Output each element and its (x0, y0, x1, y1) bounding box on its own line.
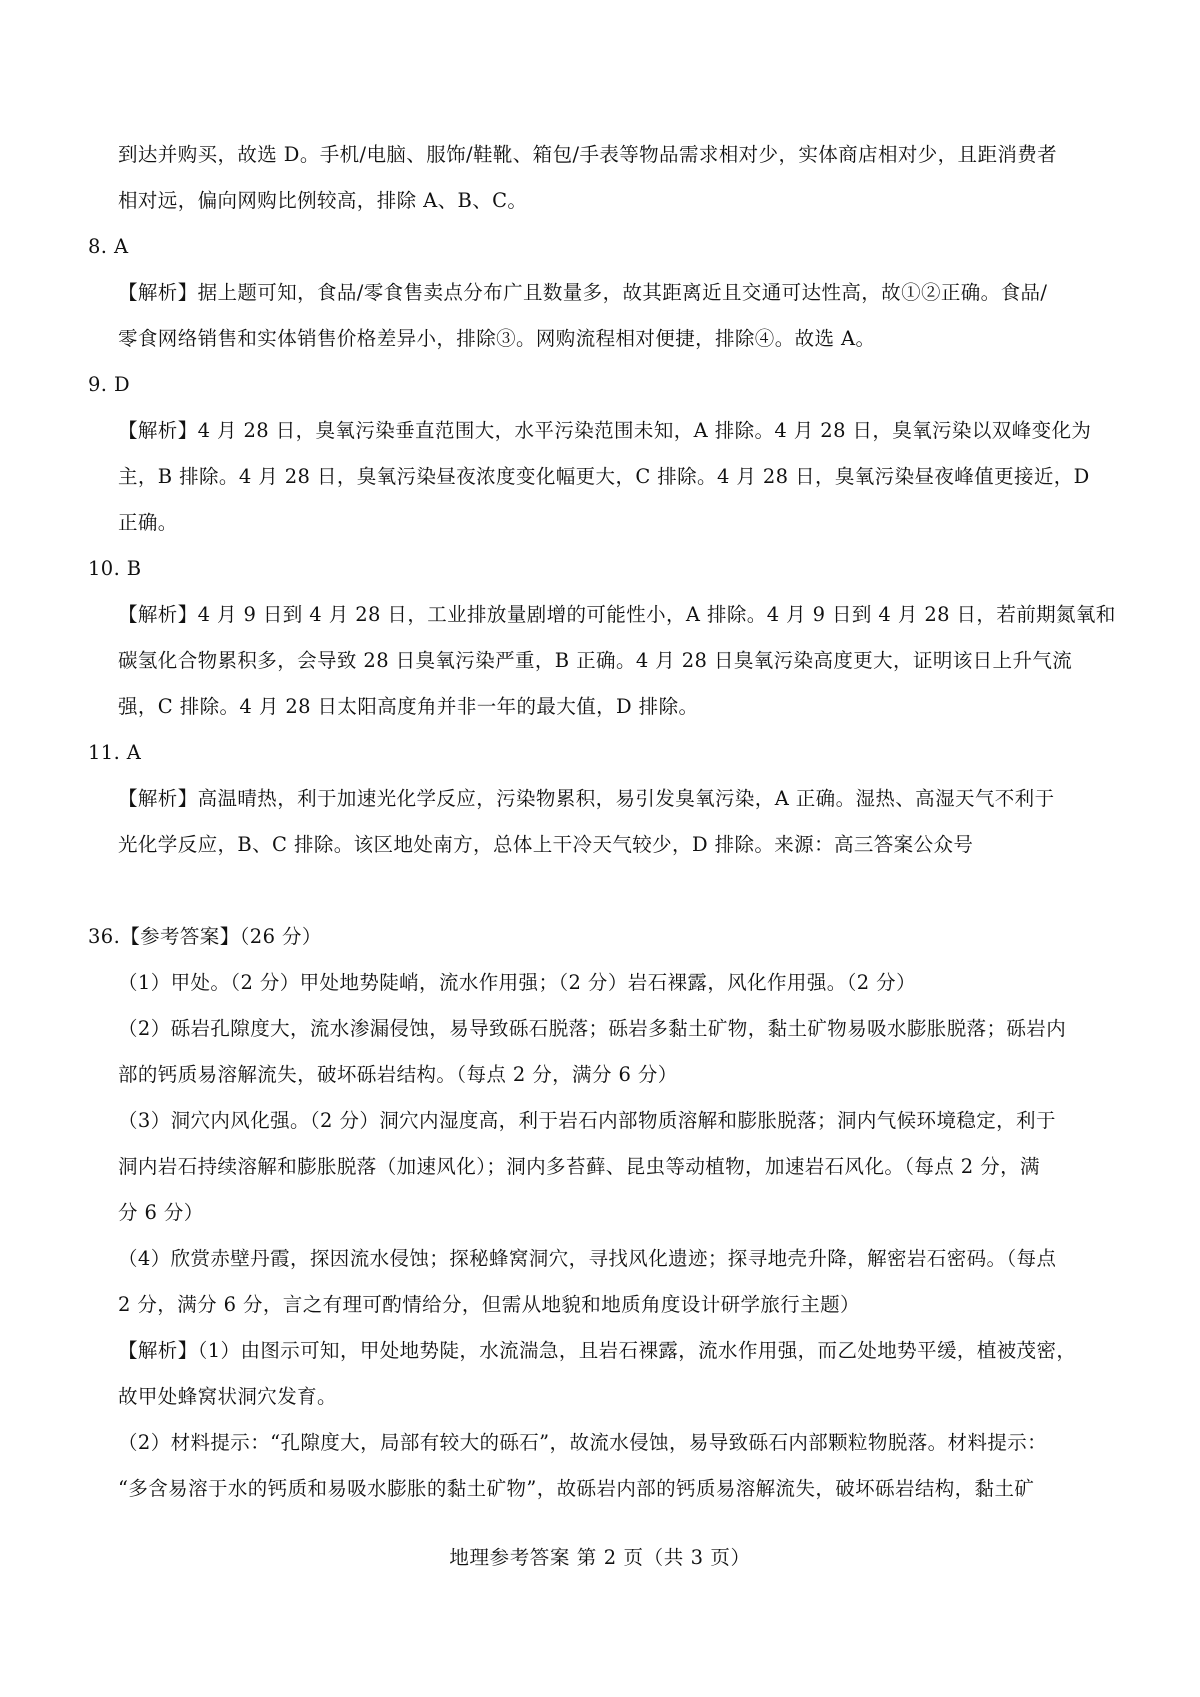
text-line: 【解析】4 月 9 日到 4 月 28 日，工业排放量剧增的可能性小，A 排除。4 月 9 日到 4 月 28 日，若前期氮氧和 (118, 603, 1116, 626)
text-line: 光化学反应，B、C 排除。该区地处南方，总体上干冷天气较少，D 排除。来源：高三答案公众号 (118, 833, 974, 856)
text-line: 2 分，满分 6 分，言之有理可酌情给分，但需从地貌和地质角度设计研学旅行主题） (118, 1293, 860, 1316)
text-line: 相对远，偏向网购比例较高，排除 A、B、C。 (118, 189, 528, 212)
text-line: 部的钙质易溶解流失，破坏砾岩结构。（每点 2 分，满分 6 分） (118, 1063, 678, 1086)
answer-number: 9. D (88, 373, 131, 396)
text-line: 到达并购买，故选 D。手机/电脑、服饰/鞋靴、箱包/手表等物品需求相对少，实体商店相对少，且距消费者 (118, 143, 1058, 166)
answer-number: 11. A (88, 741, 142, 764)
text-line: 分 6 分） (118, 1201, 204, 1224)
text-line: 【解析】4 月 28 日，臭氧污染垂直范围大，水平污染范围未知，A 排除。4 月 28 日，臭氧污染以双峰变化为 (118, 419, 1092, 442)
text-line: 主，B 排除。4 月 28 日，臭氧污染昼夜浓度变化幅更大，C 排除。4 月 28 日，臭氧污染昼夜峰值更接近，D (118, 465, 1090, 488)
text-line: 洞内岩石持续溶解和膨胀脱落（加速风化）；洞内多苔藓、昆虫等动植物，加速岩石风化。（每点 2 分，满 (118, 1155, 1040, 1178)
text-line: “多含易溶于水的钙质和易吸水膨胀的黏土矿物”，故砾岩内部的钙质易溶解流失，破坏砾岩结构，黏土矿 (118, 1477, 1035, 1500)
answer-number: 10. B (88, 557, 142, 580)
text-line: （2）砾岩孔隙度大，流水渗漏侵蚀，易导致砾石脱落；砾岩多黏土矿物，黏土矿物易吸水膨胀脱落；砾岩内 (118, 1017, 1067, 1040)
text-line: 故甲处蜂窝状洞穴发育。 (118, 1385, 337, 1408)
text-line: 碳氢化合物累积多，会导致 28 日臭氧污染严重，B 正确。4 月 28 日臭氧污染高度更大，证明该日上升气流 (118, 649, 1073, 672)
text-line: 【解析】据上题可知，食品/零食售卖点分布广且数量多，故其距离近且交通可达性高，故①②正确。食品/ (118, 281, 1048, 304)
text-line: （2）材料提示：“孔隙度大，局部有较大的砾石”，故流水侵蚀，易导致砾石内部颗粒物脱落。材料提示： (118, 1431, 1048, 1454)
blank-line (118, 868, 1116, 914)
page-footer: 地理参考答案 第 2 页（共 3 页） (449, 1546, 751, 1569)
text-line: 【解析】（1）由图示可知，甲处地势陡，水流湍急，且岩石裸露，流水作用强，而乙处地势平缓，植被茂密， (118, 1339, 1077, 1362)
text-line: （1）甲处。（2 分）甲处地势陡峭，流水作用强；（2 分）岩石裸露，风化作用强。（2 分） (118, 971, 916, 994)
text-line: 【解析】高温晴热，利于加速光化学反应，污染物累积，易引发臭氧污染，A 正确。湿热、高湿天气不利于 (118, 787, 1055, 810)
text-line: 强，C 排除。4 月 28 日太阳高度角并非一年的最大值，D 排除。 (118, 695, 699, 718)
text-line: （3）洞穴内风化强。（2 分）洞穴内湿度高，利于岩石内部物质溶解和膨胀脱落；洞内气候环境稳定，利于 (118, 1109, 1056, 1132)
text-line: （4）欣赏赤壁丹霞，探因流水侵蚀；探秘蜂窝洞穴，寻找风化遗迹；探寻地壳升降，解密岩石密码。（每点 (118, 1247, 1057, 1270)
answer-content (88, 132, 1116, 1512)
text-line: 零食网络销售和实体销售价格差异小，排除③。网购流程相对便捷，排除④。故选 A。 (118, 327, 876, 350)
answer-number: 8. A (88, 235, 129, 258)
text-line: 正确。 (118, 511, 178, 534)
answer-number: 36.【参考答案】（26 分） (88, 925, 322, 948)
